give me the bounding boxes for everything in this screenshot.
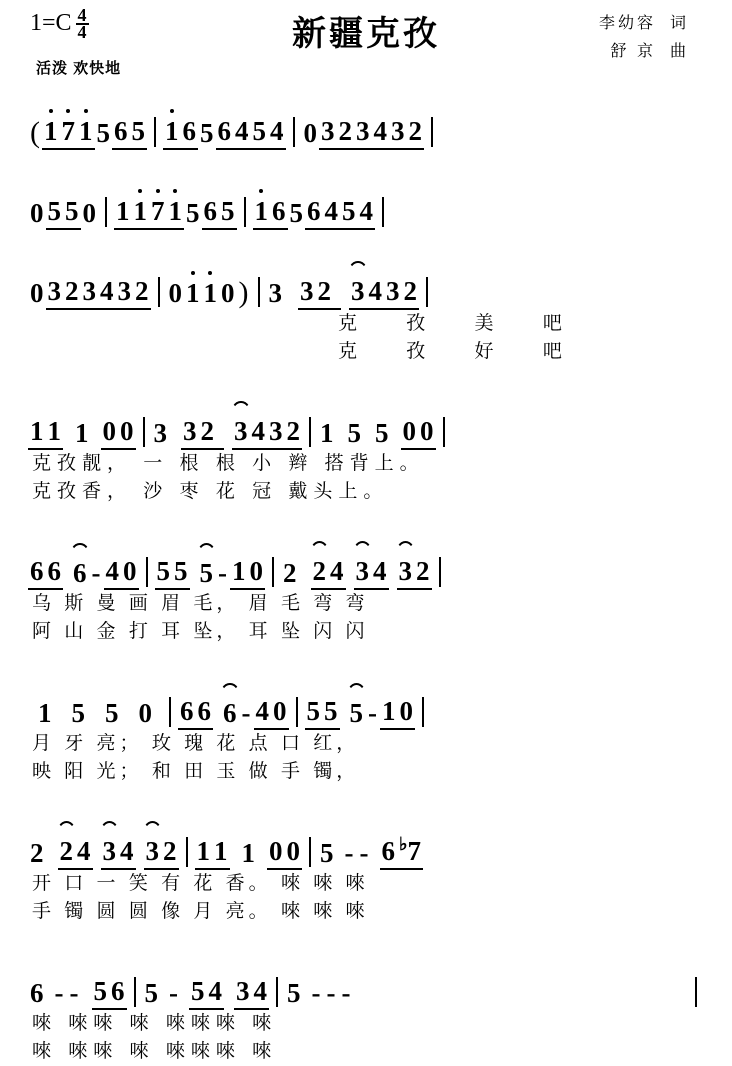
note: 5 (130, 114, 148, 150)
note: 0 (271, 694, 289, 730)
note-sustain-dash: - (169, 978, 178, 1008)
notes-row (28, 406, 704, 450)
repeat-close-paren: ) (238, 276, 249, 309)
notes-row (28, 826, 704, 870)
barline (443, 417, 445, 447)
note: 4 (367, 274, 385, 310)
note: 7 (60, 114, 78, 150)
lyrics-row-verse2 (28, 758, 704, 786)
barline (426, 277, 428, 307)
note: 5 (172, 554, 190, 590)
note: 6 (30, 978, 44, 1008)
note: 5 (305, 694, 323, 730)
note: 1 (195, 834, 213, 870)
lyrics-text: 月 牙 亮； 玫 瑰 花 点 口 红， (32, 733, 360, 754)
barline (186, 837, 188, 867)
note: 1 (38, 698, 52, 728)
note: 3 (234, 974, 252, 1010)
note: 7 (149, 194, 167, 230)
note: 6 (109, 974, 127, 1010)
slur-icon (142, 821, 164, 836)
note: 5 (155, 554, 173, 590)
lyrics-text: 唻 唻唻 唻 唻唻唻 唻 (32, 1013, 278, 1034)
slur-icon (346, 683, 368, 698)
lyrics-row-verse1 (28, 310, 704, 338)
lyrics-row-verse2 (28, 478, 704, 506)
note: 5 (71, 698, 85, 728)
score-header (0, 0, 732, 92)
note: 5 (198, 556, 216, 590)
note: 5 (92, 974, 110, 1010)
note: 0 (30, 278, 44, 308)
note-sustain-dash: - (69, 978, 79, 1008)
note: 0 (303, 118, 317, 148)
slur-icon (347, 261, 369, 276)
lyrics-text: 克孜香， 沙 枣 花 冠 戴头上。 (32, 481, 389, 502)
page-title: 新疆克孜 (292, 15, 440, 53)
note: 1 (230, 554, 248, 590)
barline (695, 977, 697, 1007)
note: 5 (348, 696, 366, 730)
note: 5 (219, 194, 237, 230)
note: 0 (418, 414, 436, 450)
note: 0 (101, 414, 119, 450)
note: 1 (320, 418, 334, 448)
note: 2 (337, 114, 355, 150)
note: 2 (285, 414, 303, 450)
note: 1 (77, 114, 95, 150)
lyrics-text: 手 镯 圆 圆 像 月 亮。 唻 唻 唻 (32, 901, 369, 922)
note: 3 (116, 274, 134, 310)
music-system-7 (28, 786, 704, 926)
barline (309, 417, 311, 447)
note: 6 (112, 114, 130, 150)
note-sustain-dash: - (326, 978, 336, 1008)
note: 5 (289, 198, 303, 228)
note: 2 (402, 274, 420, 310)
note: 0 (401, 414, 419, 450)
lyrics-row-verse2 (28, 338, 704, 366)
note: 2 (58, 834, 76, 870)
note: 6 (221, 696, 239, 730)
notes-row (28, 686, 704, 730)
note: 0 (168, 278, 182, 308)
time-signature-denominator: 4 (77, 22, 87, 42)
note: 3 (153, 418, 167, 448)
credits (599, 10, 686, 66)
lyrics-row-verse1 (28, 590, 704, 618)
note: 2 (407, 114, 425, 150)
slur-icon (99, 821, 121, 836)
note: 2 (316, 274, 342, 310)
note: 6 (380, 834, 398, 870)
barline (134, 977, 136, 1007)
note: 0 (30, 198, 44, 228)
note: 1 (253, 194, 271, 230)
note: 0 (138, 698, 152, 728)
note: 1 (167, 194, 185, 230)
slur-icon (352, 541, 374, 556)
credit-composer-role: 曲 (669, 43, 686, 60)
notes-row (28, 106, 704, 150)
barline (154, 117, 156, 147)
barline (105, 197, 107, 227)
note: 5 (96, 118, 110, 148)
barline (431, 117, 433, 147)
note: 5 (287, 978, 301, 1008)
note: 0 (398, 694, 416, 730)
note: 0 (248, 554, 266, 590)
credit-lyricist-role: 词 (669, 15, 686, 32)
barline (276, 977, 278, 1007)
note: 3 (81, 274, 99, 310)
slur-icon (309, 541, 331, 556)
slur-icon (230, 401, 252, 416)
barline (439, 557, 441, 587)
music-system-6 (28, 646, 704, 786)
note: 4 (328, 554, 346, 590)
note: 4 (207, 974, 225, 1010)
note-sustain-dash: - (368, 698, 377, 728)
note: 5 (347, 418, 361, 448)
note: 0 (267, 834, 285, 870)
note: 4 (358, 194, 376, 230)
note: ♭7 (397, 827, 423, 870)
lyrics-text: 克孜靓， 一 根 根 小 辫 搭背上。 (32, 453, 425, 474)
note: 4 (323, 194, 341, 230)
note: 0 (285, 834, 303, 870)
note: 6 (216, 114, 234, 150)
note: 3 (298, 274, 316, 310)
slur-icon (219, 683, 241, 698)
credit-lyricist-name: 李幼容 (598, 15, 656, 32)
note: 3 (232, 414, 250, 450)
note: 4 (118, 834, 136, 870)
note: 1 (42, 114, 60, 150)
credit-lyricist (599, 10, 686, 38)
lyrics-row-verse2 (28, 898, 704, 926)
lyrics-row-verse1 (28, 730, 704, 758)
note: 3 (354, 114, 372, 150)
note: 5 (251, 114, 269, 150)
note: 3 (181, 414, 199, 450)
note: 6 (270, 194, 288, 230)
notes-row (28, 266, 704, 310)
note: 6 (202, 194, 220, 230)
barline (169, 697, 171, 727)
barline (272, 557, 274, 587)
note: 6 (305, 194, 323, 230)
key-signature: 1=C (30, 10, 72, 36)
note-sustain-dash: - (218, 558, 227, 588)
barline (296, 697, 298, 727)
note-sustain-dash: - (344, 838, 354, 868)
note: 6 (46, 554, 64, 590)
note: 6 (181, 114, 199, 150)
credit-composer-name: 舒 京 (610, 43, 656, 60)
credit-composer (599, 38, 686, 66)
note: 5 (375, 418, 389, 448)
note: 0 (121, 554, 139, 590)
note: 1 (186, 278, 200, 308)
note: 3 (354, 554, 372, 590)
lyrics-row-verse2 (28, 618, 704, 646)
barline (158, 277, 160, 307)
note: 2 (311, 554, 329, 590)
note: 4 (233, 114, 251, 150)
note-sustain-dash: - (91, 558, 101, 588)
note: 2 (63, 274, 81, 310)
note: 5 (340, 194, 358, 230)
note: 5 (189, 974, 207, 1010)
music-system-1 (28, 92, 704, 150)
slur-icon (196, 543, 218, 558)
repeat-open-paren: ( (30, 116, 40, 149)
barline (244, 197, 246, 227)
note: 3 (101, 834, 119, 870)
time-signature-numerator: 4 (77, 5, 87, 25)
note: 1 (241, 838, 255, 868)
note: 0 (82, 198, 96, 228)
note: 6 (178, 694, 196, 730)
note: 3 (267, 414, 285, 450)
note: 5 (322, 694, 340, 730)
slur-icon (395, 541, 417, 556)
note: 1 (114, 194, 132, 230)
note: 6 (196, 694, 214, 730)
note: 6 (71, 556, 89, 590)
note: 2 (161, 834, 179, 870)
notes-row (28, 546, 704, 590)
note: 4 (98, 274, 116, 310)
note: 5 (63, 194, 81, 230)
slur-icon (56, 821, 78, 836)
slur-icon (69, 543, 91, 558)
note: 1 (75, 418, 89, 448)
lyrics-row-verse1 (28, 450, 704, 478)
note: 2 (414, 554, 432, 590)
lyrics-row-verse1 (28, 870, 704, 898)
note: 0 (118, 414, 136, 450)
music-system-5 (28, 506, 704, 646)
music-system-3 (28, 230, 704, 366)
note-sustain-dash: - (54, 978, 64, 1008)
lyrics-text: 克 孜 美 吧 (338, 313, 584, 334)
barline (382, 197, 384, 227)
note: 2 (199, 414, 225, 450)
note: 5 (105, 698, 119, 728)
tempo-marking: 活泼 欢快地 (36, 60, 122, 77)
music-system-2 (28, 150, 704, 230)
lyrics-text: 唻 唻唻 唻 唻唻唻 唻 (32, 1041, 278, 1062)
flat-accidental-icon: ♭ (399, 834, 408, 854)
note: 3 (144, 834, 162, 870)
note-sustain-dash: - (341, 978, 351, 1008)
barline (146, 557, 148, 587)
music-system-8 (28, 926, 704, 1066)
barline (258, 277, 260, 307)
notes-row (28, 186, 704, 230)
note: 3 (389, 114, 407, 150)
note: 5 (186, 198, 200, 228)
lyrics-text: 克 孜 好 吧 (338, 341, 584, 362)
note: 3 (397, 554, 415, 590)
note: 1 (28, 414, 46, 450)
note: 5 (200, 118, 214, 148)
note: 3 (268, 278, 282, 308)
barline (293, 117, 295, 147)
lyrics-text: 开 口 一 笑 有 花 香。 唻 唻 唻 (32, 873, 369, 894)
note-sustain-dash: - (359, 838, 369, 868)
note: 4 (250, 414, 268, 450)
lyrics-row-verse1 (28, 1010, 704, 1038)
note: 4 (104, 554, 122, 590)
note: 5 (144, 978, 158, 1008)
note-sustain-dash: - (311, 978, 321, 1008)
note: 2 (30, 838, 44, 868)
note: 3 (349, 274, 367, 310)
barline (143, 417, 145, 447)
lyrics-text: 映 阳 光； 和 田 玉 做 手 镯， (32, 761, 360, 782)
note: 1 (46, 414, 64, 450)
note: 4 (254, 694, 272, 730)
note: 1 (212, 834, 230, 870)
note: 2 (283, 558, 297, 588)
note: 5 (320, 838, 334, 868)
note: 6 (28, 554, 46, 590)
note: 4 (371, 554, 389, 590)
note: 0 (221, 278, 235, 308)
music-system-4 (28, 366, 704, 506)
barline (309, 837, 311, 867)
note: 1 (132, 194, 150, 230)
lyrics-text: 阿 山 金 打 耳 坠， 耳 坠 闪 闪 (32, 621, 369, 642)
note-sustain-dash: - (241, 698, 251, 728)
note: 1 (163, 114, 181, 150)
barline (422, 697, 424, 727)
note: 5 (46, 194, 64, 230)
note: 4 (252, 974, 270, 1010)
lyrics-row-verse2 (28, 1038, 704, 1066)
note: 4 (75, 834, 93, 870)
note: 2 (133, 274, 151, 310)
note: 1 (380, 694, 398, 730)
lyrics-text: 乌 斯 曼 画 眉 毛， 眉 毛 弯 弯 (32, 593, 369, 614)
note: 3 (46, 274, 64, 310)
note: 3 (384, 274, 402, 310)
note: 1 (203, 278, 217, 308)
note: 4 (268, 114, 286, 150)
note: 3 (319, 114, 337, 150)
note: 4 (372, 114, 390, 150)
notes-row (28, 966, 704, 1010)
